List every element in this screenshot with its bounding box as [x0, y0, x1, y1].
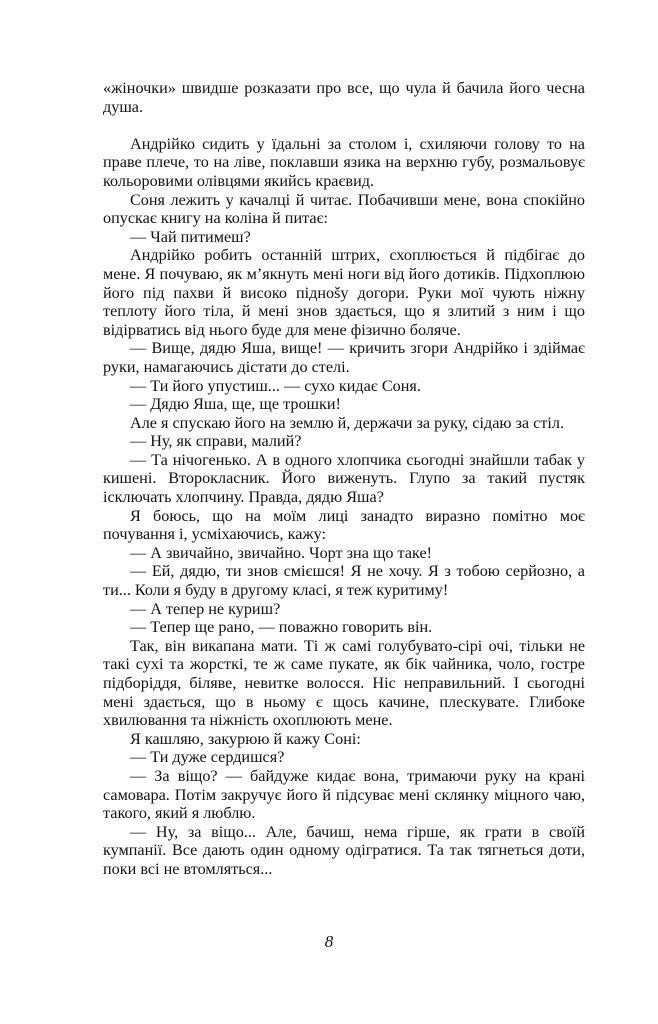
dialogue-line: — Чай питимеш? — [130, 227, 251, 246]
dialogue-line: — А тепер не куриш? — [130, 599, 281, 618]
dialogue-line: — Тепер ще рано, — поважно говорить він. — [130, 618, 433, 637]
dialogue-line: — Ну, як справи, малий? — [130, 432, 302, 451]
dialogue-line: — Ну, за віщо... Але, бачиш, нема гірше, як грати в своїй кумпанії. Все дають один одному одігратися. Та так тягнеться доти, поки всі не втомляться... — [103, 822, 585, 878]
dialogue-line: — Та нічогенько. А в одного хлопчика сьогодні знайшли табак у кишені. Второкласник. Його виженуть. Глупо за такий пустяк ісключать хлопчину. Правда, дядю Яша? — [103, 450, 585, 507]
dialogue-line: — Ей, дядю, ти знов смієшся! Я не хочу. Я з тобою серйозно, а ти... Коли я буду в другому класі, я теж куритиму! — [103, 562, 585, 600]
dialogue-line: — За віщо? — байдуже кидає вона, тримаючи руку на крані самовара. Потім закручує його й підсуває мені склянку міцного чаю, такого, який я люблю. — [103, 766, 585, 823]
dialogue-line: — А звичайно, звичайно. Чорт зна що таке! — [130, 543, 433, 562]
paragraph: Соня лежить у качалці й читає. Побачивши мене, вона спокійно опускає книгу на коліна й питає: — [103, 190, 585, 228]
dialogue-line: — Ти дуже сердишся? — [130, 748, 285, 767]
paragraph: Я боюсь, що на моїм лиці занадто виразно помітно моє почування і, усміхаючись, кажу: — [103, 506, 585, 544]
page-number: 8 — [324, 932, 334, 951]
dialogue-line: — Ти його упустиш... — сухо кидає Соня. — [130, 376, 421, 395]
paragraph: Андрійко робить останній штрих, схоплюється й підбігає до мене. Я почуваю, як м’якнуть мені ноги від його дотиків. Підхоплюю його під пахви й високо піднošу догори. Руки мої чують ніжну теплоту його тіла, й мені знов здається, що я злитий з ним і що відірватись від нього буде для мене фізично боляче. — [103, 246, 585, 339]
page-text — [103, 79, 585, 879]
paragraph: Так, він викапана мати. Ті ж самі голубувато-сірі очі, тільки не такі сухі та жорсткі, те ж саме пукате, як бік чайника, чоло, гостре підборіддя, біляве, невитке волосся. Ніс неправильний. І сьогодні мені здається, що в ньому є щось качине, плескувате. Глибоке хвилювання та ніжність охоплюють мене. — [103, 636, 585, 730]
paragraph: Я кашляю, закурюю й кажу Соні: — [130, 729, 361, 748]
dialogue-line: — Вище, дядю Яша, вище! — кричить згори Андрійко і здіймає руки, намагаючись дістати до стелі. — [103, 339, 585, 376]
dialogue-line: — Дядю Яша, ще, ще трошки! — [130, 395, 341, 414]
paragraph: Але я спускаю його на землю й, держачи за руку, сідаю за стіл. — [130, 413, 565, 432]
paragraph: Андрійко сидить у їдальні за столом і, схиляючи голову то на праве плече, то на ліве, поклавши язика на верхню губу, розмальовує кольоровими олівцями якийсь краєвид. — [103, 134, 585, 190]
paragraph-continuation: «жіночки» швидше розказати про все, що чула й бачила його чесна душа. — [103, 79, 585, 116]
